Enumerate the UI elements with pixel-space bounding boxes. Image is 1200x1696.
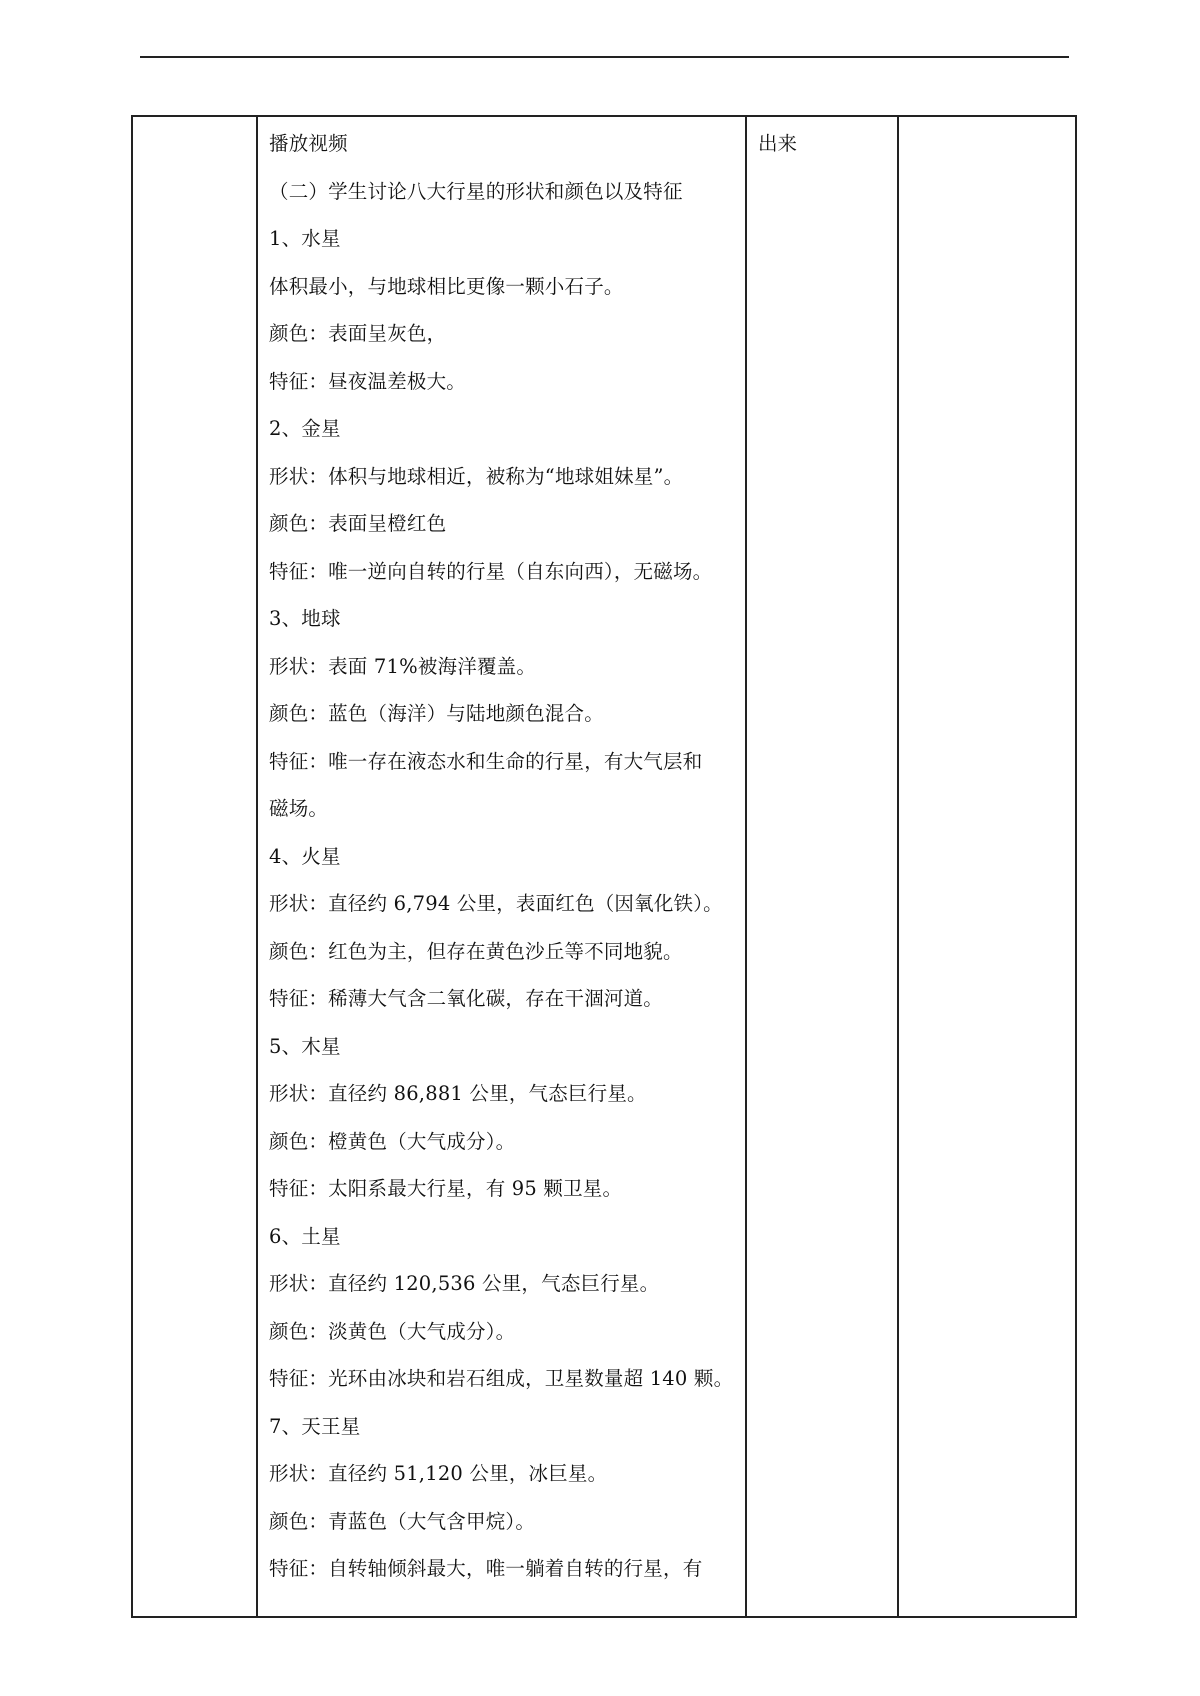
content-line: 特征：光环由冰块和岩石组成，卫星数量超 140 颗。 (269, 1367, 734, 1390)
content-line: 特征：自转轴倾斜最大，唯一躺着自转的行星，有 (269, 1557, 703, 1580)
content-line: 形状：体积与地球相近，被称为“地球姐妹星”。 (269, 464, 684, 488)
content-line: 5、木星 (269, 1034, 341, 1058)
content-line: 播放视频 (269, 132, 348, 155)
content-line: 体积最小，与地球相比更像一颗小石子。 (269, 274, 624, 298)
content-line: 4、火星 (269, 844, 341, 868)
content-line: 颜色：橙黄色（大气成分）。 (269, 1129, 516, 1153)
content-line: 6、土星 (269, 1224, 341, 1248)
content-line: 3、地球 (269, 607, 341, 630)
content-line: 形状：表面 71%被海洋覆盖。 (269, 654, 537, 678)
content-line: 颜色：表面呈灰色， (269, 322, 447, 345)
content-line: 颜色：青蓝色（大气含甲烷）。 (269, 1509, 536, 1533)
column-divider (897, 117, 899, 1616)
content-line: 颜色：蓝色（海洋）与陆地颜色混合。 (269, 702, 604, 725)
student-activity-cell: 出来 (758, 132, 798, 155)
content-line: 颜色：红色为主，但存在黄色沙丘等不同地貌。 (269, 939, 683, 963)
content-line: （二）学生讨论八大行星的形状和颜色以及特征 (269, 179, 683, 203)
teaching-content-cell (258, 117, 745, 1593)
content-line: 形状：直径约 6,794 公里，表面红色（因氧化铁）。 (269, 892, 723, 915)
content-line: 7、天王星 (269, 1414, 361, 1438)
content-line: 形状：直径约 86,881 公里，气态巨行星。 (269, 1082, 647, 1105)
content-line: 1、水星 (269, 227, 341, 250)
header-rule (140, 56, 1069, 58)
content-line: 特征：太阳系最大行星，有 95 颗卫星。 (269, 1177, 623, 1200)
content-line: 特征：唯一逆向自转的行星（自东向西），无磁场。 (269, 559, 713, 583)
content-line: 颜色：淡黄色（大气成分）。 (269, 1319, 516, 1343)
content-line: 磁场。 (269, 797, 329, 820)
content-line: 特征：稀薄大气含二氧化碳，存在干涸河道。 (269, 987, 664, 1010)
column-divider (745, 117, 747, 1616)
lesson-table (131, 115, 1077, 1618)
content-line: 特征：昼夜温差极大。 (269, 369, 467, 393)
content-line: 形状：直径约 51,120 公里，冰巨星。 (269, 1462, 608, 1485)
content-line: 特征：唯一存在液态水和生命的行星，有大气层和 (269, 749, 703, 773)
content-line: 形状：直径约 120,536 公里，气态巨行星。 (269, 1272, 660, 1295)
content-line: 2、金星 (269, 417, 341, 440)
content-line: 颜色：表面呈橙红色 (269, 512, 447, 535)
